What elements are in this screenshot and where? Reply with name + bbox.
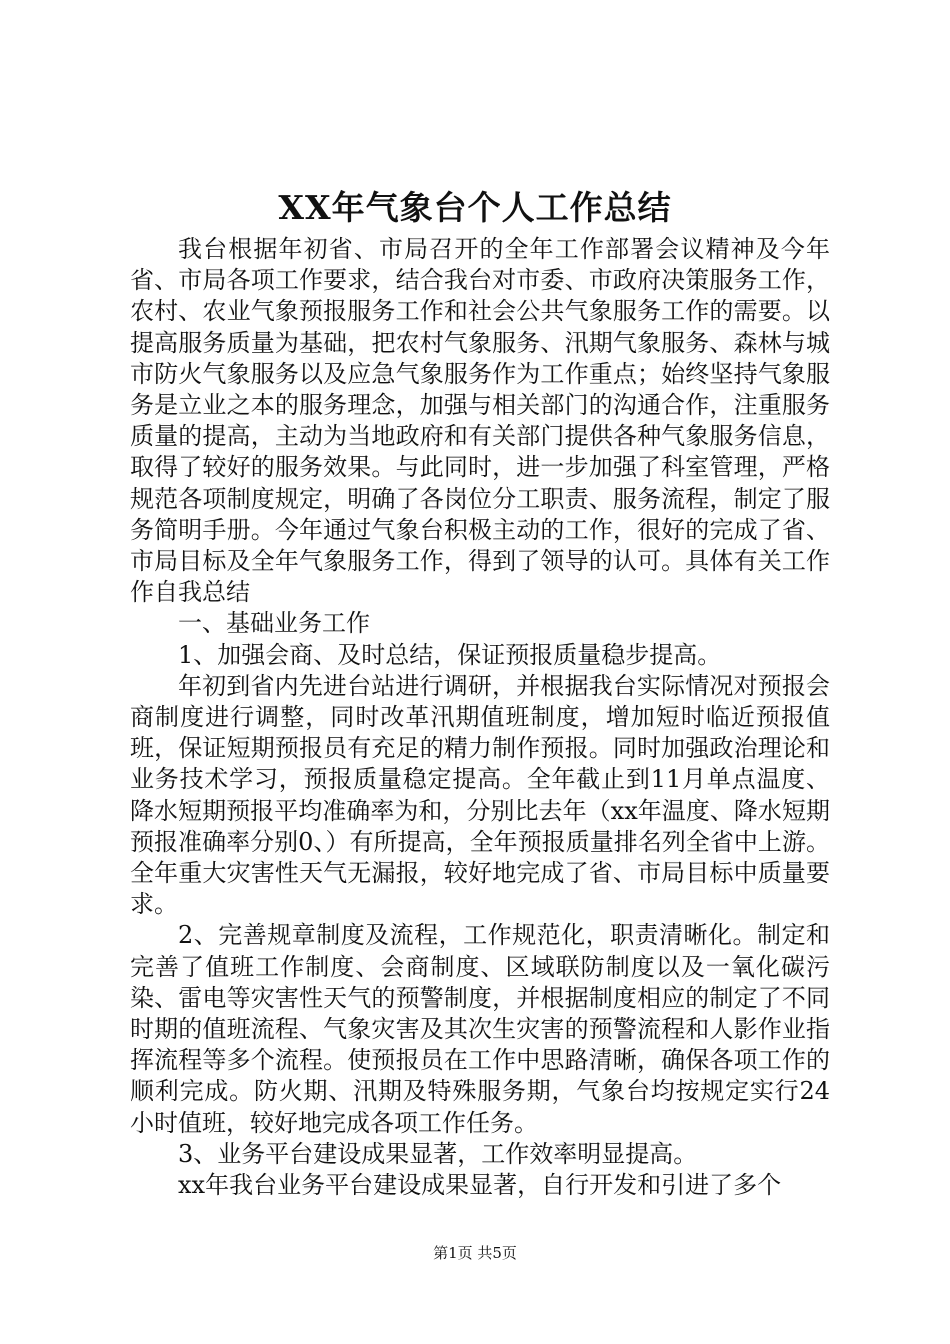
paragraph-intro: 我台根据年初省、市局召开的全年工作部署会议精神及今年省、市局各项工作要求，结合我台对市委、市政府决策服务工作，农村、农业气象预报服务工作和社会公共气象服务工作的需要。以提高服务质量为基础，把农村气象服务、汛期气象服务、森林与城市防火气象服务以及应急气象服务作为工作重点；始终坚持气象服务是立业之本的服务理念，加强与相关部门的沟通合作，注重服务质量的提高，主动为当地政府和有关部门提供各种气象服务信息，取得了较好的服务效果。与此同时，进一步加强了科室管理，严格规范各项制度规定，明确了各岗位分工职责、服务流程，制定了服务简明手册。今年通过气象台积极主动的工作，很好的完成了省、市局目标及全年气象服务工作，得到了领导的认可。具体有关工作作自我总结 (130, 235, 830, 607)
document-title: XX年气象台个人工作总结 (278, 188, 672, 227)
subheading-platform: 3、业务平台建设成果显著，工作效率明显提高。 (178, 1139, 698, 1168)
paragraph-rules-process: 2、完善规章制度及流程，工作规范化，职责清晰化。制定和完善了值班工作制度、会商制度、区域联防制度以及一氧化碳污染、雷电等灾害性天气的预警制度，并根据制度相应的制定了不同时期的值班流程、气象灾害及其次生灾害的预警流程和人影作业指挥流程等多个流程。使预报员在工作中思路清晰，确保各项工作的顺利完成。防火期、汛期及特殊服务期，气象台均按规定实行24小时值班，较好地完成各项工作任务。 (130, 921, 830, 1137)
paragraph-consultation: 年初到省内先进台站进行调研，并根据我台实际情况对预报会商制度进行调整，同时改革汛期值班制度，增加短时临近预报值班，保证短期预报员有充足的精力制作预报。同时加强政治理论和业务技术学习，预报质量稳定提高。全年截止到11月单点温度、降水短期预报平均准确率为和，分别比去年（xx年温度、降水短期预报准确率分别0、）有所提高，全年预报质量排名列全省中上游。全年重大灾害性天气无漏报，较好地完成了省、市局目标中质量要求。 (130, 671, 830, 919)
paragraph-platform: xx年我台业务平台建设成果显著，自行开发和引进了多个 (178, 1171, 782, 1200)
section-heading-basic-work: 一、基础业务工作 (178, 609, 370, 638)
subheading-consultation: 1、加强会商、及时总结，保证预报质量稳步提高。 (178, 640, 722, 669)
page-footer: 第1页 共5页 (433, 1244, 517, 1262)
document-body (130, 234, 830, 1201)
